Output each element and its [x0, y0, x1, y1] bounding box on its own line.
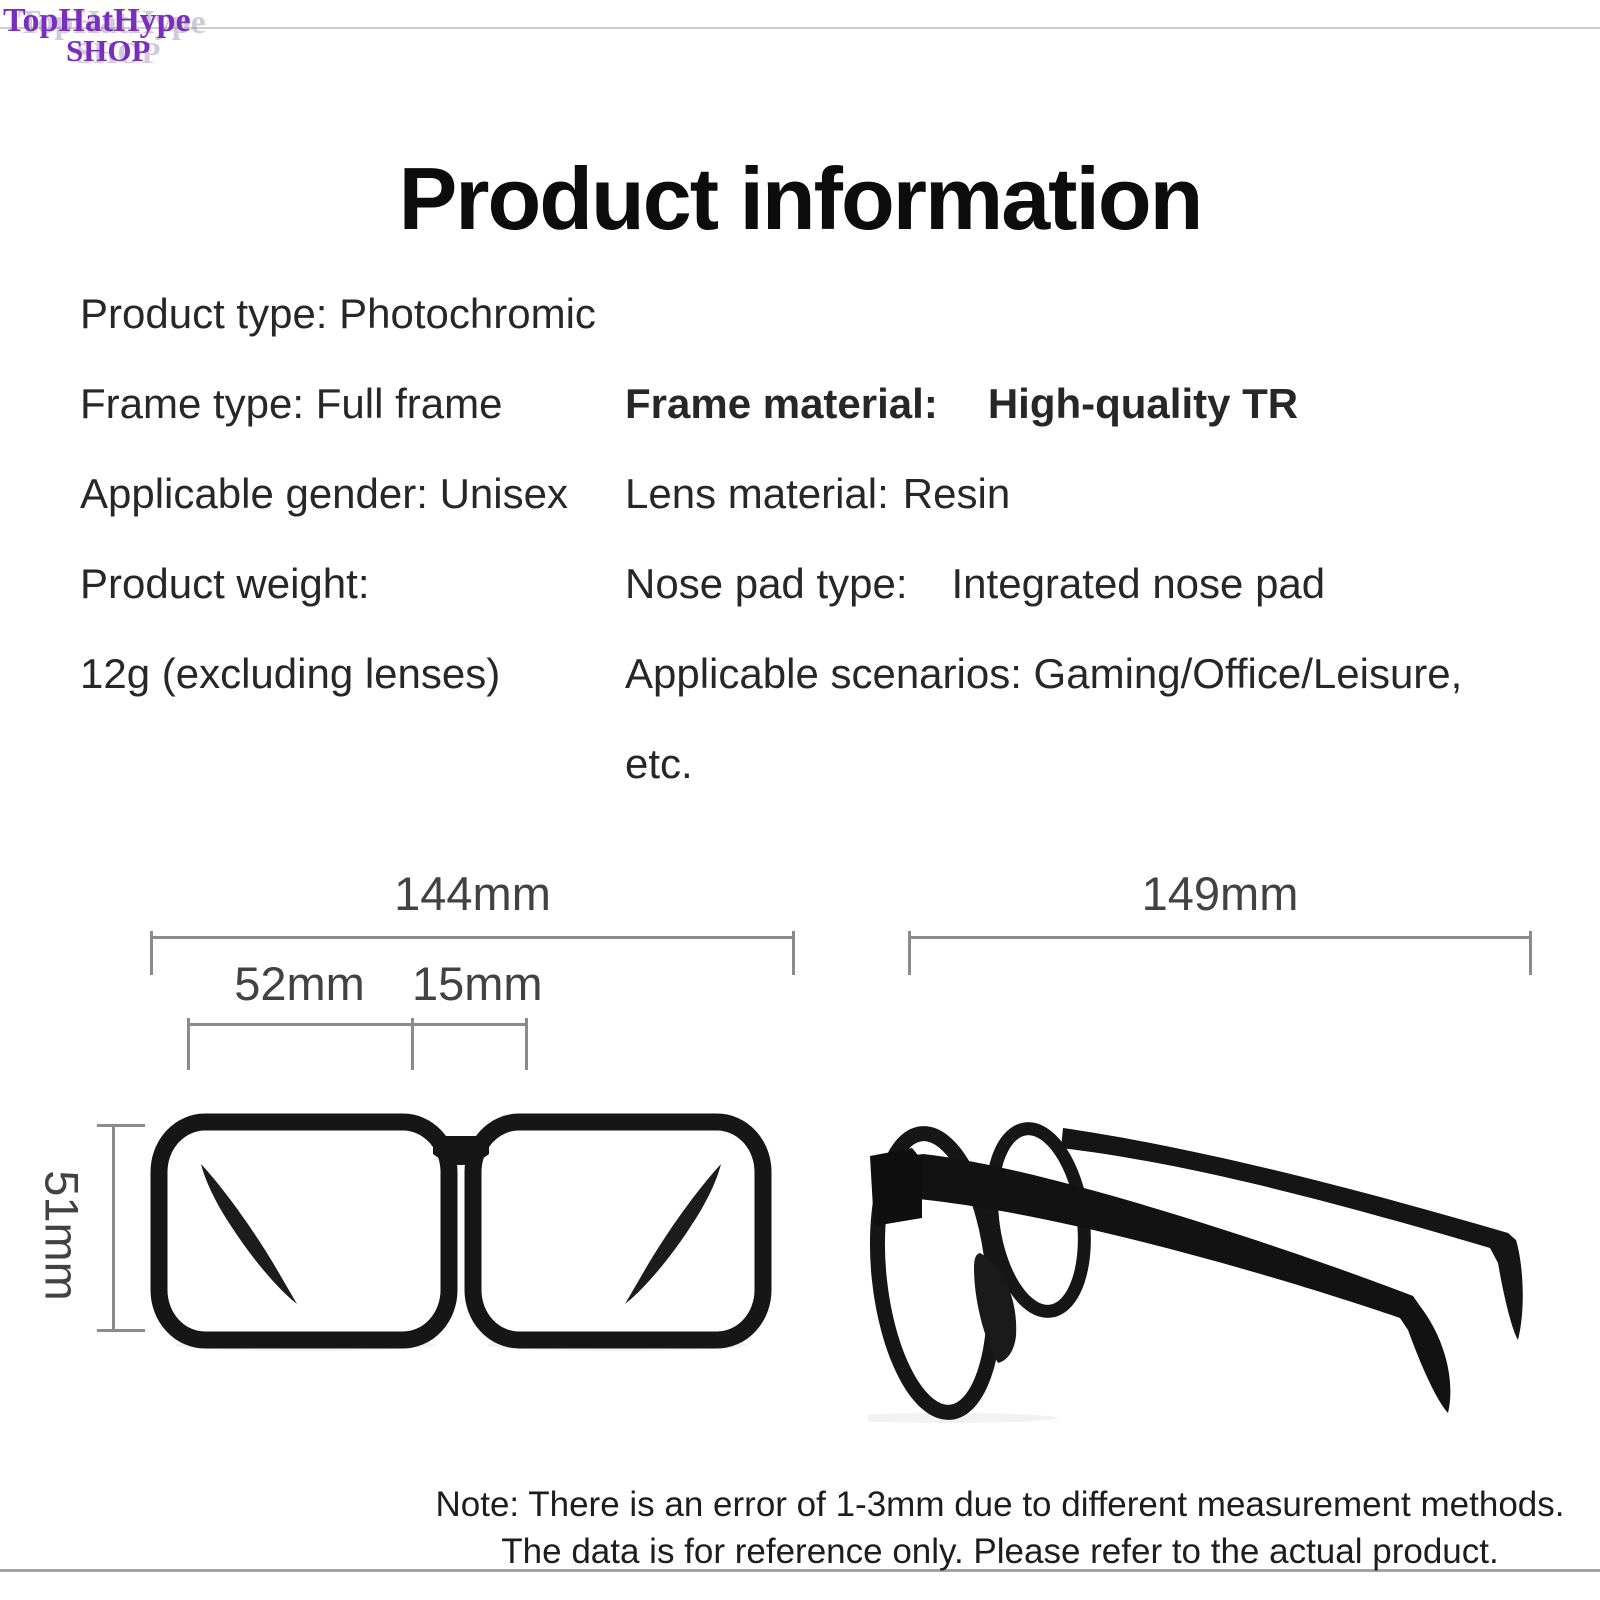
temple-through-left-lens — [201, 1164, 297, 1304]
top-divider — [0, 27, 1600, 29]
shop-watermark-line2: SHOP — [66, 33, 151, 68]
dimension-temple-length-label: 149mm — [1141, 867, 1299, 920]
spec-nose-pad-value: Integrated nose pad — [951, 560, 1326, 607]
near-temple-arm — [878, 1154, 1450, 1413]
measurement-note — [400, 1481, 1600, 1575]
spec-nose-pad-label: Nose pad type: — [625, 560, 908, 607]
spec-lens-material-value: Resin — [902, 470, 1011, 517]
spec-product-weight-label: Product weight: — [80, 560, 370, 607]
spec-product-weight-value: 12g (excluding lenses) — [80, 650, 501, 697]
dimension-tick — [187, 1018, 190, 1070]
dimension-total-width-line — [150, 936, 795, 939]
spec-product-type: Product type: Photochromic — [80, 290, 596, 337]
dimension-tick — [97, 1124, 145, 1127]
spec-frame-material-value: High-quality TR — [987, 380, 1299, 427]
spec-frame-material — [625, 376, 1298, 432]
dimension-tick — [525, 1018, 528, 1070]
spec-lens-material-label: Lens material: — [625, 470, 889, 517]
spec-scenarios: Applicable scenarios: Gaming/Office/Leisure, — [625, 650, 1463, 697]
spec-nose-pad — [625, 556, 1325, 612]
dimension-tick — [1529, 931, 1532, 975]
page-title: Product information — [398, 149, 1202, 248]
note-line1: Note: There is an error of 1-3mm due to different measurement methods. — [435, 1485, 1565, 1524]
spec-frame-material-label: Frame material: — [625, 380, 938, 427]
dimension-tick — [411, 1018, 414, 1070]
dimension-lens-bridge-line — [187, 1023, 528, 1026]
hinge-block — [870, 1148, 922, 1226]
dimension-temple-length-line — [908, 936, 1532, 939]
right-rivet — [714, 1150, 745, 1160]
spec-applicable-gender: Applicable gender: Unisex — [80, 470, 568, 517]
glasses-front-view — [145, 1112, 777, 1352]
dimension-lens-height-line — [112, 1126, 115, 1332]
dimension-tick — [908, 931, 911, 975]
dimension-tick — [792, 931, 795, 975]
spec-frame-type: Frame type: Full frame — [80, 380, 503, 427]
dimension-bridge-width-label: 15mm — [412, 957, 543, 1010]
left-rivet — [178, 1150, 209, 1160]
temple-through-right-lens — [625, 1164, 721, 1304]
note-line2: The data is for reference only. Please refer to the actual product. — [501, 1532, 1499, 1571]
dimension-total-width-label: 144mm — [394, 867, 551, 920]
dimension-lens-width-label: 52mm — [234, 957, 365, 1010]
glasses-side-view — [868, 1068, 1533, 1423]
spec-lens-material — [625, 466, 1010, 522]
dimension-lens-height-label: 51mm — [35, 1170, 89, 1301]
dimension-tick — [97, 1329, 145, 1332]
shop-watermark-line1: TopHatHype — [3, 2, 191, 39]
spec-scenarios-etc: etc. — [625, 740, 693, 787]
dimension-tick — [150, 931, 153, 975]
